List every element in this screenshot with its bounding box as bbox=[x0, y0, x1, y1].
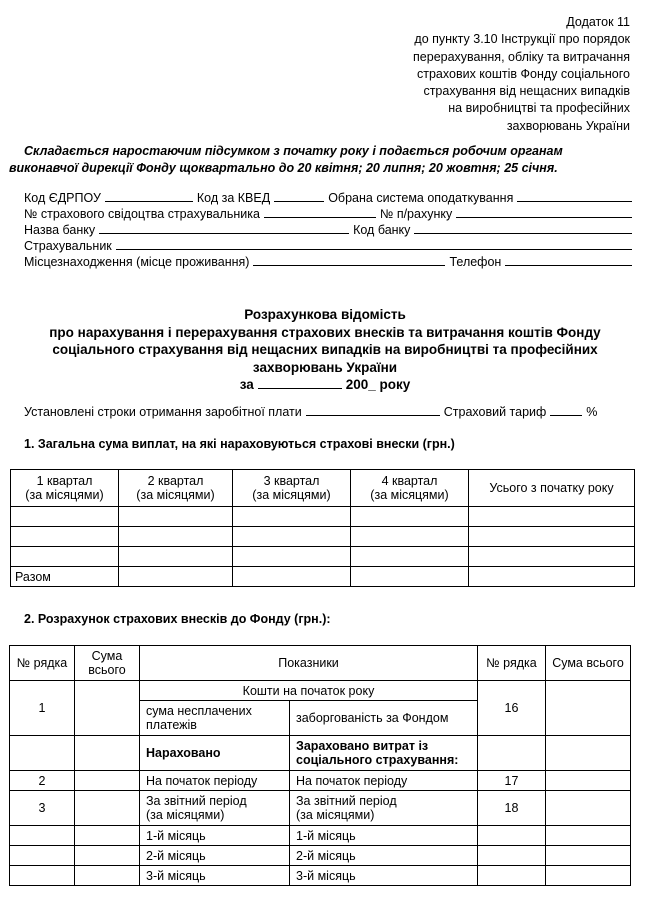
total-row bbox=[11, 567, 635, 587]
section2-heading: 2. Розрахунок страхових внесків до Фонду (грн.): bbox=[24, 612, 331, 626]
table-header-row bbox=[10, 646, 631, 681]
cert-no-label: № страхового свідоцтва страхувальника bbox=[24, 207, 260, 221]
expenses-credited-label: Зараховано витрат із соціального страхування: bbox=[290, 736, 478, 771]
opening-funds-label: Кошти на початок року bbox=[140, 681, 478, 701]
row-number: 2 bbox=[10, 771, 75, 791]
month-label: 3-й місяць bbox=[290, 866, 478, 886]
insurer-label: Страхувальник bbox=[24, 239, 112, 253]
location-label: Місцезнаходження (місце проживання) bbox=[24, 255, 250, 269]
column-header: 4 квартал (за місяцями) bbox=[351, 470, 469, 507]
column-header: 1 квартал (за місяцями) bbox=[11, 470, 119, 507]
title-line: соціального страхування від нещасних випадків на виробництві та професійних bbox=[52, 342, 598, 357]
pay-terms-label: Установлені строки отримання заробітної плати bbox=[24, 405, 302, 419]
bank-name-field[interactable] bbox=[99, 222, 349, 234]
appendix-title: Додаток 11 bbox=[566, 15, 630, 29]
period-prefix: за bbox=[239, 377, 254, 392]
insurer-field[interactable] bbox=[116, 238, 632, 250]
row-no-header: № рядка bbox=[10, 646, 75, 681]
edrpou-label: Код ЄДРПОУ bbox=[24, 191, 101, 205]
field-row-insurer bbox=[24, 238, 632, 254]
tariff-label: Страховий тариф bbox=[443, 405, 547, 419]
percent-sign: % bbox=[586, 405, 598, 419]
period-suffix: 200_ року bbox=[345, 377, 411, 392]
row-number: 1 bbox=[10, 681, 75, 736]
field-row-pay-terms bbox=[24, 404, 632, 420]
pay-terms-field[interactable] bbox=[306, 404, 440, 416]
table-row bbox=[10, 736, 631, 771]
edrpou-field[interactable] bbox=[105, 190, 193, 202]
submission-instruction: Складається наростаючим підсумком з початку року і подається робочим органам виконавчої дирекції Фонду щоквартально до 20 квітня; 20 липня; 20 жовтня; 25 січня. bbox=[9, 144, 563, 175]
column-header: Усього з початку року bbox=[469, 470, 635, 507]
total-label: Разом bbox=[11, 567, 119, 587]
bank-name-label: Назва банку bbox=[24, 223, 96, 237]
kved-label: Код за КВЕД bbox=[196, 191, 271, 205]
field-row-codes bbox=[24, 190, 632, 206]
column-header: 3 квартал (за місяцями) bbox=[233, 470, 351, 507]
row-number: 16 bbox=[478, 681, 546, 736]
fund-debt-label: заборгованість за Фондом bbox=[290, 701, 478, 736]
appendix-line: на виробництві та професійних bbox=[448, 101, 630, 116]
title-line: про нарахування і перерахування страхових внесків та витрачання коштів Фонду bbox=[49, 324, 601, 340]
table-row bbox=[11, 547, 635, 567]
location-field[interactable] bbox=[253, 254, 445, 266]
month-label: 1-й місяць bbox=[290, 826, 478, 846]
field-row-location bbox=[24, 254, 632, 270]
section1-heading: 1. Загальна сума виплат, на які нараховуються страхові внески (грн.) bbox=[24, 437, 455, 451]
title-period bbox=[0, 376, 650, 394]
table-row bbox=[10, 846, 631, 866]
row-number: 18 bbox=[478, 791, 546, 826]
tax-system-field[interactable] bbox=[517, 190, 632, 202]
title-line: Розрахункова відомість bbox=[244, 307, 406, 322]
table-row bbox=[11, 527, 635, 547]
kved-field[interactable] bbox=[274, 190, 324, 202]
period-field[interactable] bbox=[258, 376, 342, 389]
appendix-line: страхування від нещасних випадків bbox=[423, 84, 630, 99]
table-row bbox=[11, 507, 635, 527]
cert-no-field[interactable] bbox=[264, 206, 376, 218]
bank-code-field[interactable] bbox=[414, 222, 632, 234]
tariff-field[interactable] bbox=[550, 404, 582, 416]
table-header-row bbox=[11, 470, 635, 507]
month-label: 2-й місяць bbox=[140, 846, 290, 866]
month-label: 2-й місяць bbox=[290, 846, 478, 866]
appendix-note bbox=[370, 14, 630, 135]
table-row bbox=[10, 826, 631, 846]
account-no-field[interactable] bbox=[456, 206, 632, 218]
tax-system-label: Обрана система оподаткування bbox=[328, 191, 514, 205]
field-row-bank bbox=[24, 222, 632, 238]
account-no-label: № п/рахунку bbox=[379, 207, 453, 221]
phone-label: Телефон bbox=[449, 255, 502, 269]
period-start-label: На початок періоду bbox=[290, 771, 478, 791]
row-number: 17 bbox=[478, 771, 546, 791]
contributions-table bbox=[9, 645, 631, 886]
indicators-header: Показники bbox=[140, 646, 478, 681]
column-header: 2 квартал (за місяцями) bbox=[119, 470, 233, 507]
appendix-line: перерахування, обліку та витрачання bbox=[413, 49, 630, 64]
row-number: 3 bbox=[10, 791, 75, 826]
appendix-line: до пункту 3.10 Інструкції про порядок bbox=[414, 32, 630, 47]
bank-code-label: Код банку bbox=[353, 223, 411, 237]
field-row-certificate bbox=[24, 206, 632, 222]
reporting-period-label: За звітний період (за місяцями) bbox=[140, 791, 290, 826]
sum-total-header: Сума всього bbox=[75, 646, 140, 681]
row-no-header: № рядка bbox=[478, 646, 546, 681]
phone-field[interactable] bbox=[505, 254, 632, 266]
payments-table bbox=[10, 469, 635, 587]
table-row bbox=[10, 681, 631, 701]
unpaid-label: сума несплачених платежів bbox=[140, 701, 290, 736]
table-row bbox=[10, 791, 631, 826]
document-title bbox=[0, 306, 650, 394]
reporting-period-label: За звітний період (за місяцями) bbox=[290, 791, 478, 826]
title-line: захворювань України bbox=[252, 359, 398, 375]
table-row bbox=[10, 866, 631, 886]
appendix-line: страхових коштів Фонду соціального bbox=[417, 66, 630, 81]
month-label: 1-й місяць bbox=[140, 826, 290, 846]
appendix-line: захворювань України bbox=[506, 118, 630, 133]
sum-total-header: Сума всього bbox=[546, 646, 631, 681]
period-start-label: На початок періоду bbox=[140, 771, 290, 791]
month-label: 3-й місяць bbox=[140, 866, 290, 886]
accrued-label: Нараховано bbox=[140, 736, 290, 771]
table-row bbox=[10, 771, 631, 791]
